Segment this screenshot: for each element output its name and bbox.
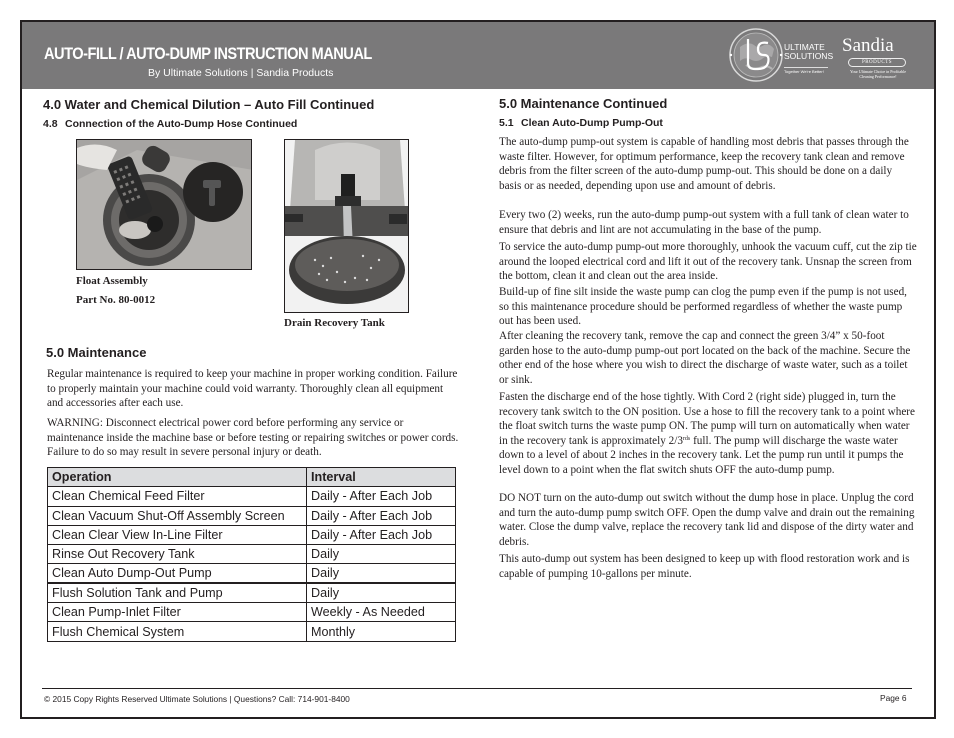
operation-cell: Clean Vacuum Shut-Off Assembly Screen — [48, 506, 307, 525]
ultimate-solutions-tagline: Together We're Better! — [784, 67, 828, 74]
sandia-tagline: Your Ultimate Choice in Profitable Cleaning Performance! — [849, 69, 907, 79]
sandia-logo: Sandia — [842, 35, 894, 56]
section-title-5-0-continued: 5.0 Maintenance Continued — [499, 96, 668, 111]
operation-cell: Rinse Out Recovery Tank — [48, 545, 307, 564]
table-header-row — [48, 468, 456, 487]
subsection-5-1: 5.1 Clean Auto-Dump Pump-Out — [499, 117, 663, 129]
manual-title: AUTO-FILL / AUTO-DUMP INSTRUCTION MANUAL — [44, 44, 372, 63]
footer-divider — [42, 688, 912, 689]
column-header-operation: Operation — [48, 468, 307, 487]
table-row — [48, 603, 456, 622]
interval-cell: Daily - After Each Job — [307, 487, 456, 506]
table-row — [48, 622, 456, 641]
table-row — [48, 506, 456, 525]
operation-cell: Clean Chemical Feed Filter — [48, 487, 307, 506]
hose-connection-paragraph: After cleaning the recovery tank, remove the cap and connect the green 3/4” x 50-foot garden hose to the auto-dump pump-out port located on the back of the machine. Secure the other end of the hose where you wish to direct the discharge of waste water, such as a toilet or sink. — [499, 330, 911, 386]
header-banner — [22, 22, 934, 89]
section-title-5-0: 5.0 Maintenance — [46, 345, 147, 360]
drain-recovery-tank-caption: Drain Recovery Tank — [284, 317, 385, 329]
sandia-products-label: PRODUCTS — [848, 58, 906, 67]
flood-restoration-paragraph: This auto-dump out system has been designed to keep up with flood restoration work and is capable of pumping 10-gallons per minute. — [499, 553, 910, 580]
fasten-discharge-paragraph: Fasten the discharge end of the hose tightly. With Cord 2 (right side) plugged in, turn the recovery tank switch to the ON position. Use a hose to fill the recovery tank to a point where the float switch turns the waste pump ON. The pump will turn on automatically when water in the recovery tank is approximately $2/3^{rds}$ full. The pump will discharge the waste water down to a level of about 2 inches in the recovery tank. Let the pump run until it pumps the level down to a point when the flat switch shuts OFF the auto-dump pump. — [499, 391, 915, 476]
operation-cell: Clean Pump-Inlet Filter — [48, 603, 307, 622]
do-not-turn-on-paragraph: DO NOT turn on the auto-dump out switch without the dump hose in place. Unplug the cord and turn the auto-dump pump switch OFF. Open the dump valve and drain out the remaining water. Close the dump valve, replace the recovery tank lid and dispose of the dirty water and debris. — [499, 492, 915, 548]
interval-cell: Daily — [307, 564, 456, 583]
footer-copyright: © 2015 Copy Rights Reserved Ultimate Solutions | Questions? Call: 714-901-8400 — [44, 694, 350, 704]
interval-cell: Weekly - As Needed — [307, 603, 456, 622]
table-row — [48, 545, 456, 564]
maintenance-schedule-table — [47, 467, 456, 642]
interval-cell: Daily - After Each Job — [307, 506, 456, 525]
maintenance-intro-paragraph: Regular maintenance is required to keep your machine in proper working condition. Failure to properly maintain your machine could void warranty. Thoroughly clean all equipment and accessories after each use. — [47, 368, 458, 410]
float-assembly-caption: Float Assembly — [76, 275, 148, 287]
ultimate-solutions-wordmark: ULTIMATE SOLUTIONS — [784, 42, 834, 61]
table-row — [48, 564, 456, 583]
drain-recovery-tank-image-icon — [285, 140, 409, 313]
manual-subtitle: By Ultimate Solutions | Sandia Products — [148, 67, 334, 79]
float-assembly-part-number: Part No. 80-0012 — [76, 294, 156, 306]
page-number: Page 6 — [880, 693, 907, 703]
ultimate-solutions-globe-logo-icon — [728, 27, 784, 83]
interval-cell: Daily — [307, 583, 456, 602]
page-frame — [20, 20, 936, 719]
float-assembly-photo — [76, 139, 252, 270]
operation-cell: Flush Chemical System — [48, 622, 307, 641]
operation-cell: Flush Solution Tank and Pump — [48, 583, 307, 602]
operation-cell: Clean Clear View In-Line Filter — [48, 525, 307, 544]
interval-cell: Monthly — [307, 622, 456, 641]
operation-cell: Clean Auto Dump-Out Pump — [48, 564, 307, 583]
pump-out-overview-paragraph: The auto-dump pump-out system is capable of handling most debris that passes through the waste filter. However, for optimum performance, keep the recovery tank clean and remove debris from the filter screen of the auto-dump pump-out. This should be done on a daily basis or as needed, depending upon use and amount of debris. — [499, 136, 909, 192]
drain-recovery-tank-photo — [284, 139, 409, 313]
subsection-4-8: 4.8 Connection of the Auto-Dump Hose Continued — [43, 118, 298, 130]
maintenance-warning-paragraph: WARNING: Disconnect electrical power cord before performing any service or maintenance inside the machine base or before testing or repairing switches or power cords. Failure to do so may result in severe personal injury or death. — [47, 417, 459, 459]
biweekly-run-paragraph: Every two (2) weeks, run the auto-dump pump-out system with a full tank of clean water to ensure that debris and lint are not accumulating in the base of the pump. — [499, 209, 909, 236]
interval-cell: Daily - After Each Job — [307, 525, 456, 544]
table-row — [48, 583, 456, 602]
float-assembly-image-icon — [77, 140, 252, 270]
interval-cell: Daily — [307, 545, 456, 564]
table-row — [48, 487, 456, 506]
column-header-interval: Interval — [307, 468, 456, 487]
table-row — [48, 525, 456, 544]
silt-buildup-paragraph: Build-up of fine silt inside the waste pump can clog the pump even if the pump is not used, so this maintenance procedure should be performed regardless of whether the waste pump out has been used. — [499, 286, 907, 328]
service-thoroughly-paragraph: To service the auto-dump pump-out more thoroughly, unhook the vacuum cuff, cut the zip tie around the looped electrical cord and lift it out of the recovery tank. Unsnap the screen from the bottom, clean it and clean out the area inside. — [499, 241, 917, 283]
section-title-4-0: 4.0 Water and Chemical Dilution – Auto Fill Continued — [43, 97, 375, 112]
